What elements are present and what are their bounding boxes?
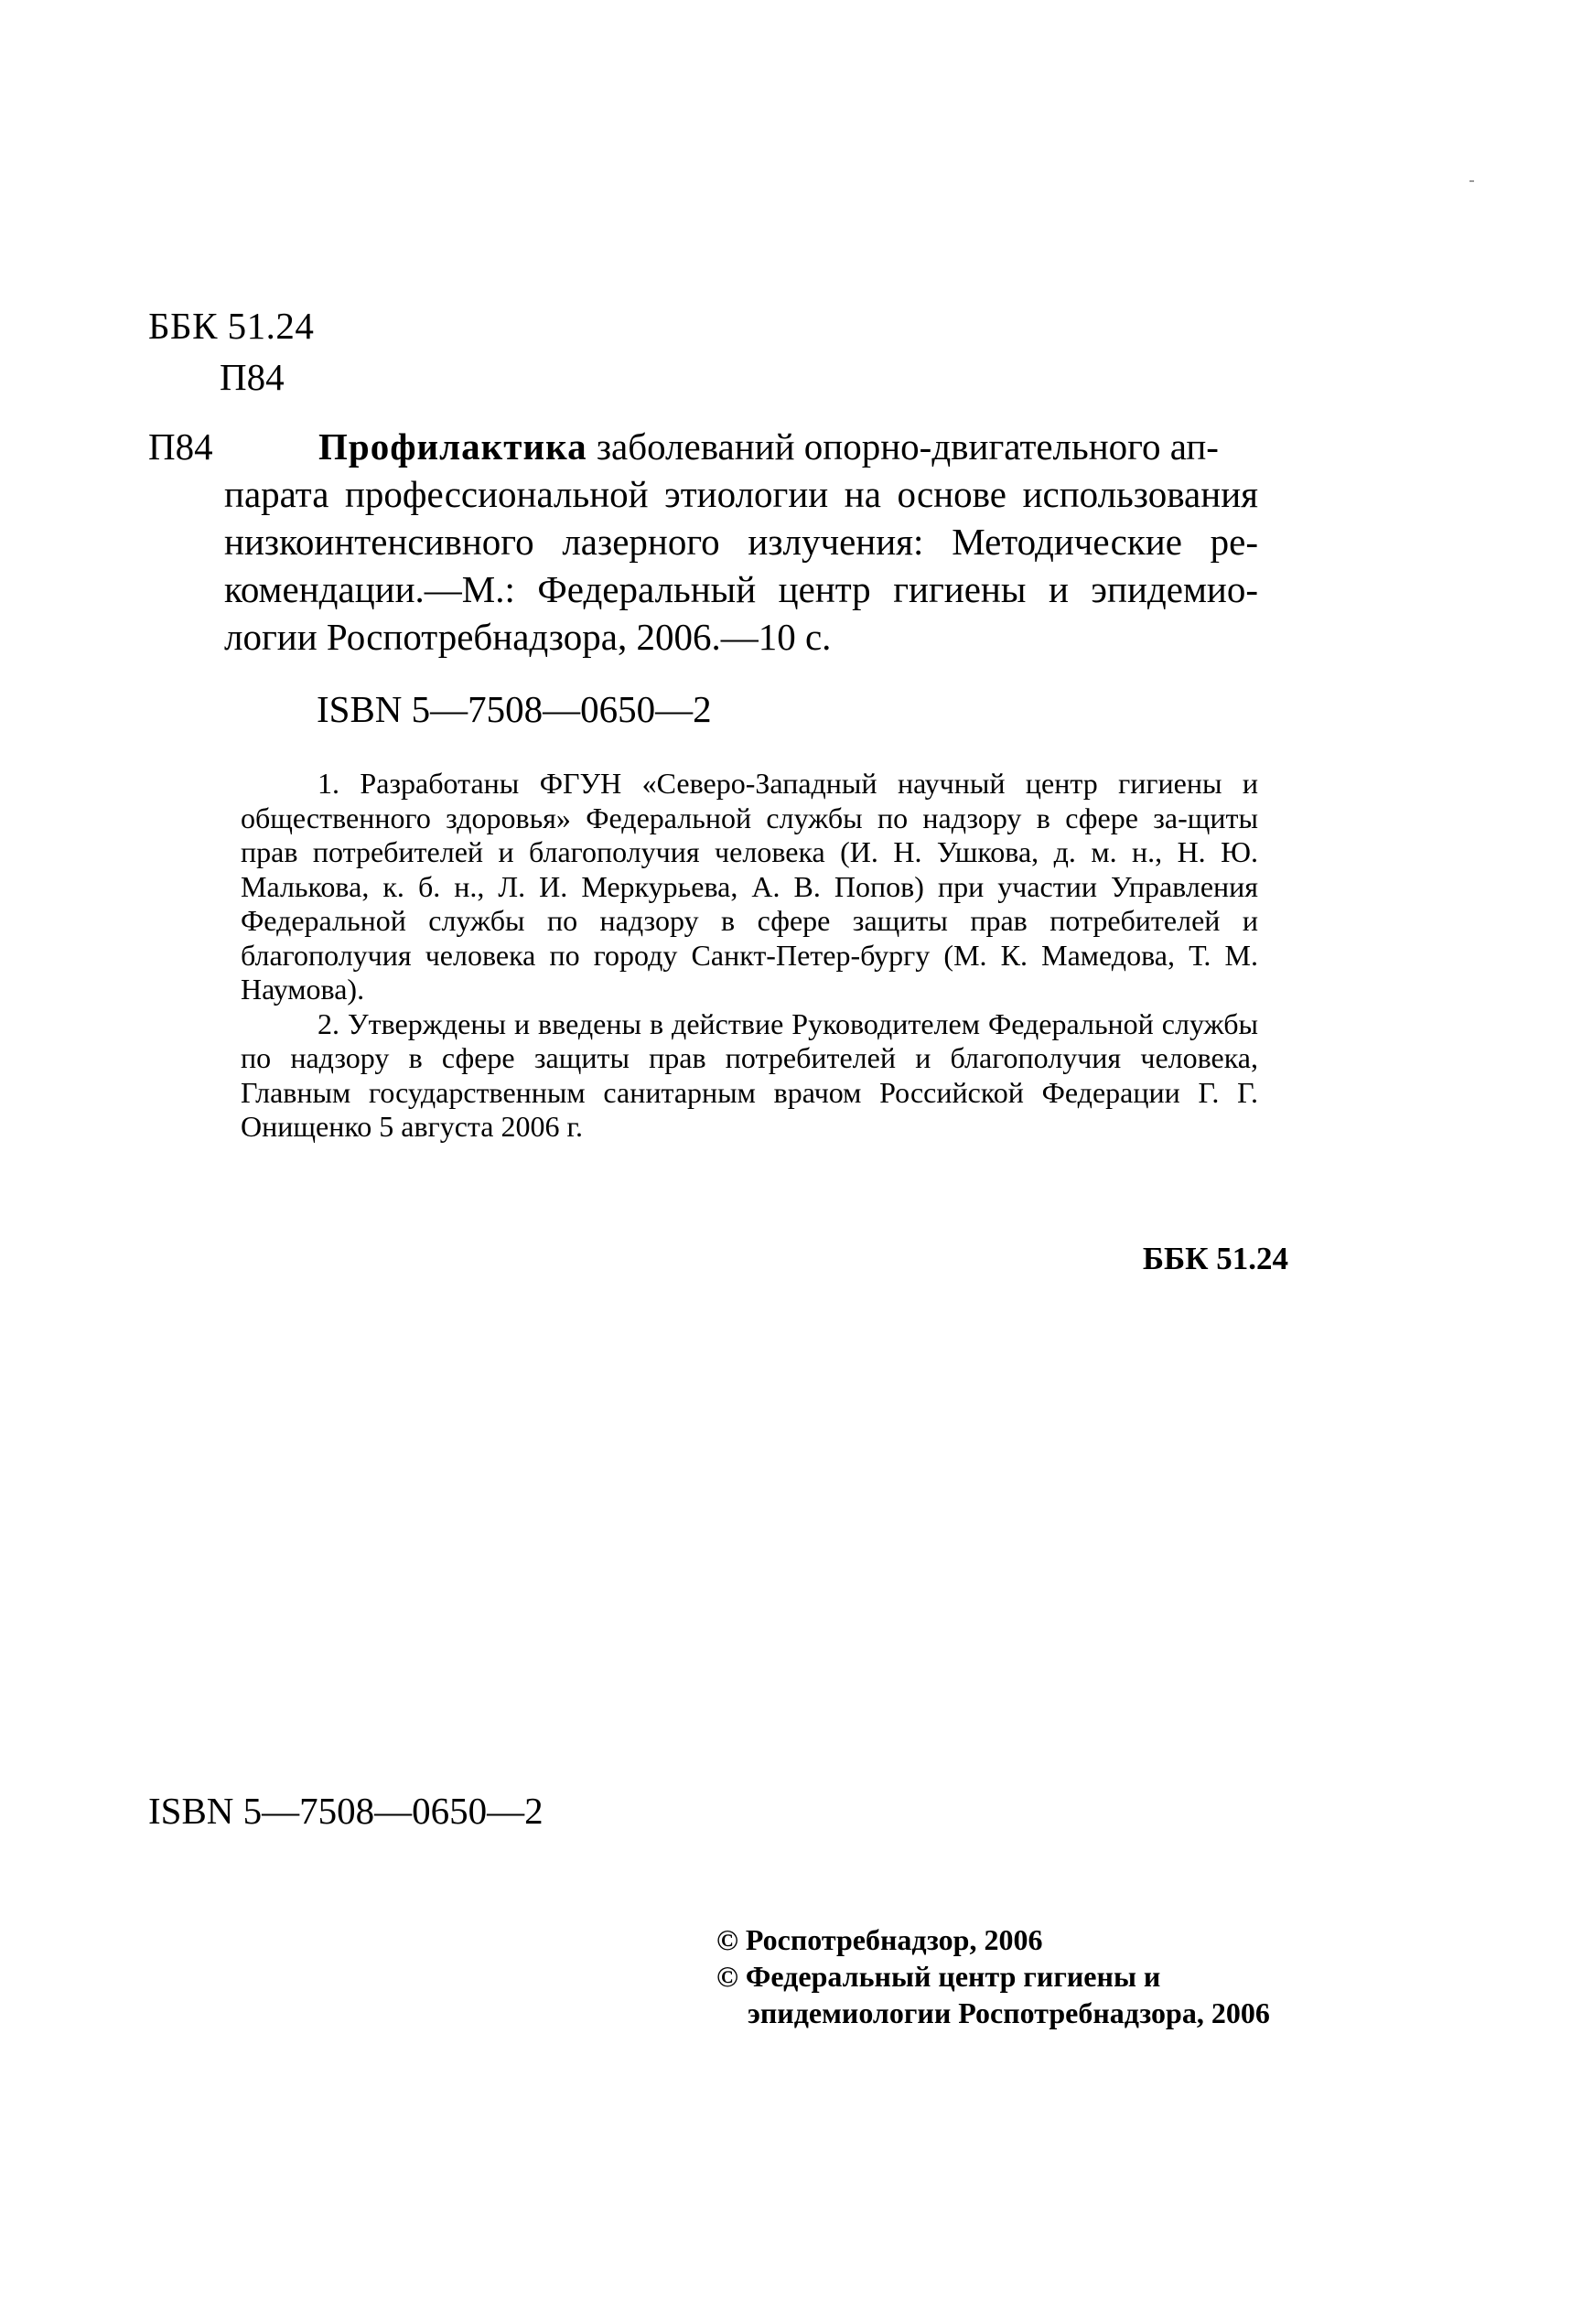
- note-item-2: 2. Утверждены и введены в действие Руководителем Федеральной службы по надзору в сфере защиты прав потребителей и благополучия человека, Главным государственным санитарным врачом Российской Федерации Г. Г. Онищенко 5 августа 2006 г.: [241, 1006, 1258, 1143]
- note-item-1: 1. Разработаны ФГУН «Северо-Западный научный центр гигиены и общественного здоровья» Федеральной службы по надзору в сфере за-щиты прав потребителей и благополучия человека (И. Н. Ушкова, д. м. н., Н. Ю. Малькова, к. б. н., Л. И. Меркурьева, А. В. Попов) при участии Управления Федеральной службы по надзору в сфере защиты прав потребителей и благополучия человека по городу Санкт-Петер-бургу (М. К. Мамедова, Т. М. Наумова).: [241, 767, 1258, 1006]
- scan-artifact: [1469, 180, 1474, 182]
- author-sign-top: П84: [220, 356, 285, 398]
- isbn-bottom: ISBN 5—7508—0650—2: [148, 1790, 544, 1832]
- annotation-notes: [241, 767, 1258, 1145]
- bbk-index-top: ББК 51.24: [148, 305, 315, 347]
- bib-first-line-text: заболеваний опорно-двигательного ап-: [587, 425, 1219, 468]
- bib-first-line: [224, 423, 1258, 470]
- copyright-line-2: © Федеральный центр гигиены и: [716, 1960, 1161, 1993]
- isbn-entry: ISBN 5—7508—0650—2: [317, 688, 712, 730]
- copyright-line-1: © Роспотребнадзор, 2006: [716, 1923, 1043, 1956]
- author-sign-entry: П84: [148, 425, 213, 468]
- bibliographic-description: [224, 423, 1258, 661]
- copyright-block: [716, 1921, 1270, 2031]
- bbk-index-right: ББК 51.24: [1142, 1241, 1288, 1276]
- bib-title-keyword: Профилактика: [318, 425, 587, 468]
- copyright-line-3: эпидемиологии Роспотребнадзора, 2006: [748, 1996, 1270, 2029]
- bib-rest-text: парата профессиональной этиологии на основе использования низкоинтенсивного лазерного излучения: Методические ре-комендации.—М.: Федеральный центр гигиены и эпидемио-логии Роспотребнадзора, 2006.—10 с.: [224, 473, 1258, 658]
